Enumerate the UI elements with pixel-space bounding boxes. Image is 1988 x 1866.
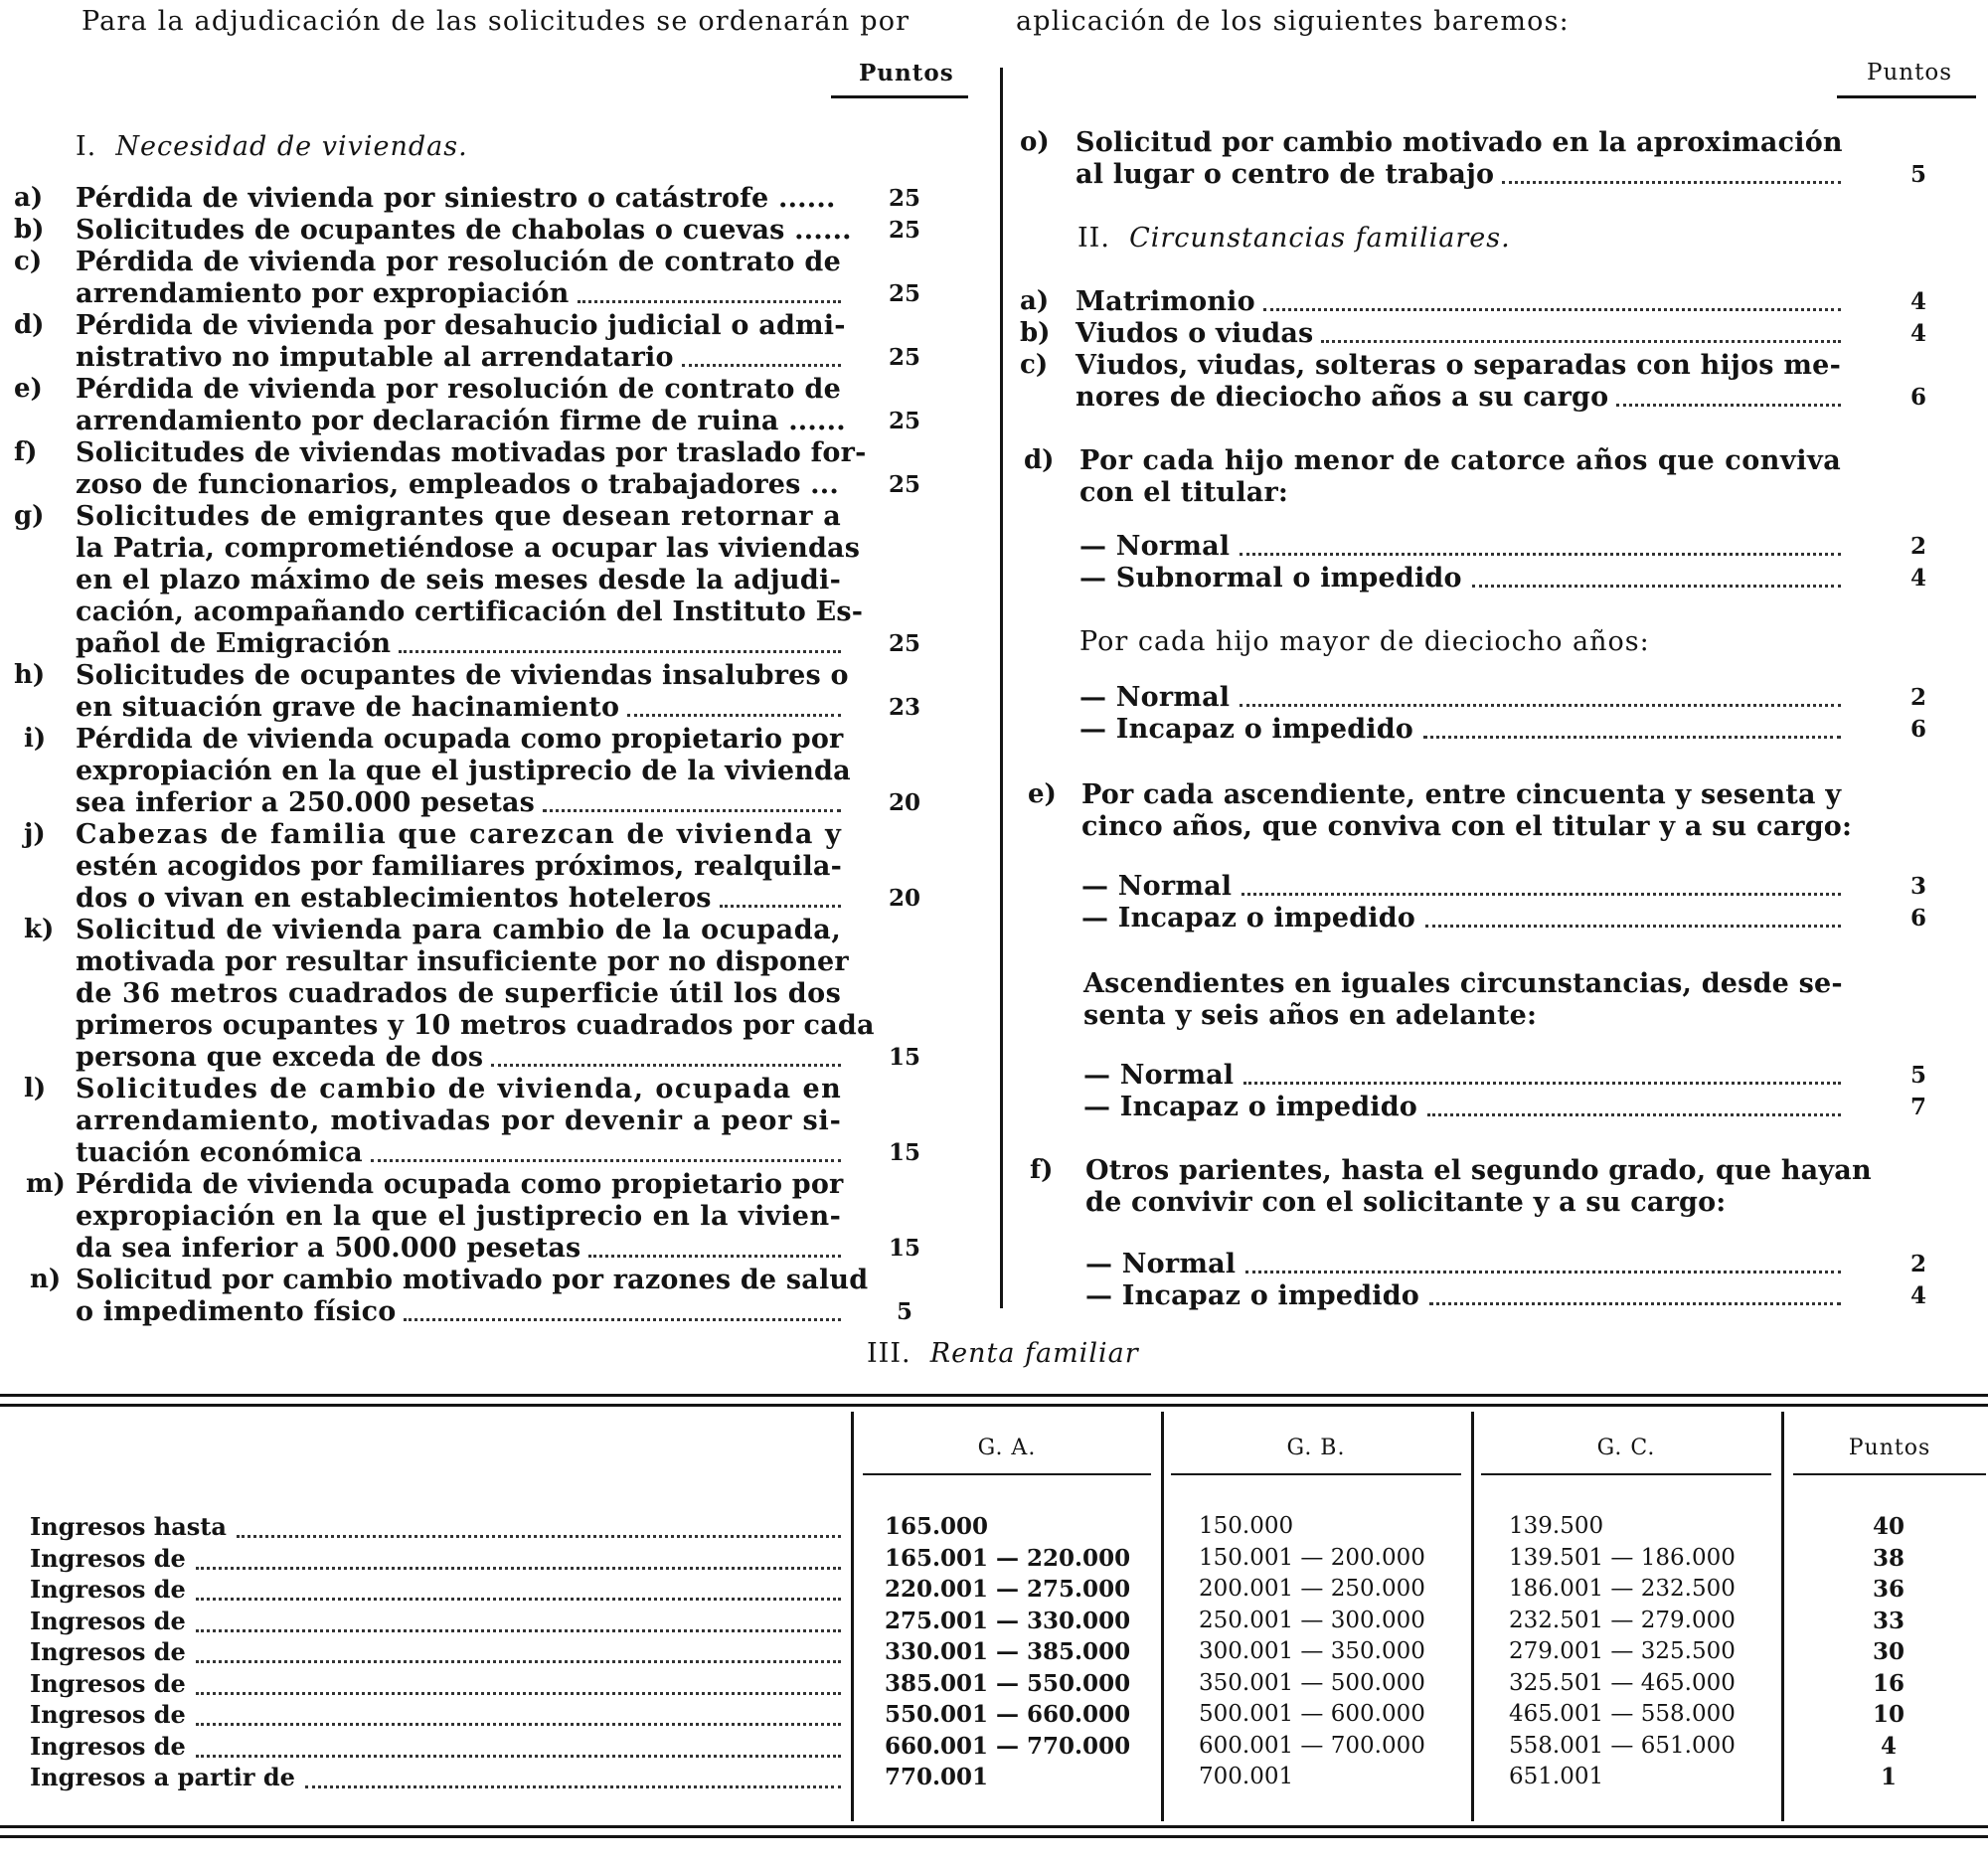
item-text-line: con el titular: (1079, 477, 1289, 508)
dot-leader (1429, 1302, 1841, 1305)
item-label: j) (24, 819, 46, 849)
item-text-line: Viudos, viudas, solteras o separadas con hijos me- (1076, 350, 1842, 381)
table-cell-gc: 465.001 — 558.000 (1509, 1701, 1736, 1727)
item-points: 25 (888, 217, 920, 244)
item-text-line: zoso de funcionarios, empleados o trabajadores ... (76, 469, 839, 500)
section-3-title (867, 1340, 1139, 1367)
section-1-title (76, 133, 468, 160)
table-cell-gc: 651.001 (1509, 1764, 1604, 1789)
item-text-line: nores de dieciocho años a su cargo (1076, 382, 1609, 413)
table-cell-ga: 165.000 (885, 1513, 989, 1540)
item-text-line: la Patria, comprometiéndose a ocupar las viviendas (76, 533, 861, 564)
sub-item-text: — Normal (1079, 682, 1231, 713)
item-text-line: Viudos o viudas (1076, 318, 1314, 349)
item-points: 20 (888, 789, 920, 816)
table-cell-ga: 770.001 (885, 1764, 989, 1790)
table-cell-gb: 350.001 — 500.000 (1199, 1669, 1425, 1696)
table-cell-gc: 558.001 — 651.000 (1509, 1732, 1736, 1759)
item-text-line: cinco años, que conviva con el titular y a su cargo: (1081, 811, 1853, 842)
item-text-line: motivada por resultar insuficiente por no disponer (76, 946, 849, 977)
sub-item-points: 2 (1909, 684, 1926, 711)
item-points: 6 (1909, 384, 1926, 411)
dot-leader (588, 1255, 841, 1258)
item-text-line: o impedimento físico (76, 1296, 397, 1327)
item-points: 25 (888, 471, 920, 498)
puntos-header-left: Puntos (859, 60, 954, 86)
item-points: 25 (888, 280, 920, 307)
table-row-label: Ingresos hasta (30, 1512, 227, 1541)
dot-leader (1245, 1271, 1841, 1273)
table-cell-gb: 700.001 (1199, 1764, 1294, 1789)
e-mid-text: Ascendientes en iguales circunstancias, desde se- (1083, 968, 1843, 999)
dot-leader (371, 1159, 841, 1162)
table-cell-gb: 150.001 — 200.000 (1199, 1544, 1425, 1571)
table-column-divider (1471, 1412, 1474, 1821)
item-text-line: nistrativo no imputable al arrendatario (76, 342, 674, 373)
item-text-line: de convivir con el solicitante y a su cargo: (1085, 1187, 1727, 1218)
table-row-label: Ingresos de (30, 1731, 186, 1761)
dot-leader (196, 1755, 841, 1758)
table-cell-ga: 275.001 — 330.000 (885, 1607, 1131, 1634)
sub-item-points: 4 (1909, 1282, 1926, 1309)
table-cell-puntos: 1 (1880, 1764, 1897, 1790)
dot-leader (1423, 736, 1841, 739)
item-label: b) (14, 215, 45, 245)
table-top-rule-1 (0, 1394, 1988, 1397)
item-text-line: tuación económica (76, 1137, 363, 1168)
table-cell-gc: 279.001 — 325.500 (1509, 1638, 1736, 1664)
item-label: l) (24, 1074, 47, 1103)
dot-leader (627, 714, 841, 717)
table-header: Puntos (1848, 1436, 1931, 1460)
item-text-line: cación, acompañando certificación del Instituto Es- (76, 596, 864, 627)
table-header: G. A. (977, 1436, 1037, 1460)
dot-leader (1243, 1082, 1841, 1085)
section-2-heading: Circunstancias familiares. (1129, 223, 1511, 254)
table-bottom-rule-1 (0, 1825, 1988, 1828)
sub-item-text: — Subnormal o impedido (1079, 563, 1462, 594)
intro-right: aplicación de los siguientes baremos: (1016, 6, 1570, 37)
item-text-line: Pérdida de vivienda por siniestro o catástrofe ...... (76, 183, 836, 214)
item-points: 5 (896, 1298, 912, 1325)
item-text-line: Pérdida de vivienda por resolución de contrato de (76, 247, 842, 277)
table-column-divider (1781, 1412, 1784, 1821)
table-cell-ga: 660.001 — 770.000 (885, 1732, 1131, 1760)
table-column-divider (851, 1412, 854, 1821)
item-text-line: de 36 metros cuadrados de superficie útil los dos (76, 978, 842, 1009)
section-3-numeral: III. (867, 1338, 911, 1369)
item-label: i) (24, 724, 47, 754)
dot-leader (196, 1629, 841, 1632)
dot-leader (720, 905, 841, 908)
item-text-line: Pérdida de vivienda ocupada como propietario por (76, 724, 844, 755)
dot-leader (399, 650, 841, 653)
item-text-line: dos o vivan en establecimientos hoteleros (76, 883, 712, 914)
item-label: c) (14, 247, 43, 276)
sub-item-text: — Incapaz o impedido (1081, 903, 1416, 933)
sub-item-text: — Normal (1083, 1060, 1235, 1091)
sub-item-points: 6 (1909, 716, 1926, 743)
table-column-divider (1161, 1412, 1164, 1821)
sub-item-points: 6 (1909, 905, 1926, 932)
puntos-rule-right (1837, 95, 1976, 98)
dot-leader (196, 1723, 841, 1726)
item-points: 15 (888, 1044, 920, 1071)
item-text-line: Solicitudes de cambio de vivienda, ocupada en (76, 1074, 843, 1104)
table-cell-puntos: 4 (1880, 1732, 1897, 1760)
item-text-line: Otros parientes, hasta el segundo grado, que hayan (1085, 1155, 1872, 1186)
item-label: d) (1024, 445, 1055, 475)
item-text-line: arrendamiento, motivadas por devenir a peor si- (76, 1105, 842, 1136)
item-text-line: Por cada hijo menor de catorce años que conviva (1079, 445, 1842, 476)
item-text-line: Cabezas de familia que carezcan de vivienda y (76, 819, 843, 850)
table-cell-puntos: 30 (1872, 1638, 1905, 1665)
table-cell-puntos: 33 (1872, 1607, 1905, 1634)
item-points: 20 (888, 885, 920, 912)
dot-leader (305, 1785, 841, 1788)
sub-item-text: — Normal (1081, 871, 1233, 902)
table-cell-ga: 165.001 — 220.000 (885, 1544, 1131, 1572)
item-label: e) (14, 374, 43, 404)
item-text-line: Solicitud por cambio motivado en la aproximación (1076, 127, 1843, 158)
item-label: m) (26, 1169, 66, 1199)
item-text-line: Pérdida de vivienda por resolución de contrato de (76, 374, 842, 405)
puntos-header-right: Puntos (1867, 60, 1952, 85)
table-row-label: Ingresos de (30, 1543, 186, 1573)
dot-leader (1321, 340, 1841, 343)
dot-leader (1240, 553, 1841, 556)
dot-leader (196, 1692, 841, 1695)
section-3-heading: Renta familiar (929, 1338, 1139, 1369)
item-label: f) (1030, 1155, 1054, 1185)
item-points: 25 (888, 630, 920, 657)
item-label: a) (14, 183, 44, 213)
dot-leader (1502, 181, 1841, 184)
table-cell-puntos: 36 (1872, 1576, 1905, 1603)
table-row-label: Ingresos a partir de (30, 1763, 295, 1791)
item-text-line: expropiación en la que el justiprecio en la vivien- (76, 1201, 842, 1232)
table-cell-gc: 139.500 (1509, 1513, 1604, 1539)
table-top-rule-2 (0, 1404, 1988, 1407)
table-cell-gc: 325.501 — 465.000 (1509, 1669, 1736, 1696)
item-text-line: persona que exceda de dos (76, 1042, 484, 1073)
header-rule-ga (863, 1473, 1151, 1475)
sub-item-points: 2 (1909, 533, 1926, 560)
header-rule-puntos (1793, 1473, 1986, 1475)
table-cell-gb: 600.001 — 700.000 (1199, 1732, 1425, 1759)
item-points: 4 (1909, 320, 1926, 347)
dot-leader (196, 1598, 841, 1601)
header-rule-gc (1481, 1473, 1771, 1475)
d-mid-text: Por cada hijo mayor de dieciocho años: (1079, 626, 1650, 657)
item-text-line: arrendamiento por expropiación (76, 278, 570, 309)
item-text-line: Pérdida de vivienda por desahucio judicial o admi- (76, 310, 846, 341)
table-cell-gb: 250.001 — 300.000 (1199, 1607, 1425, 1633)
intro-left: Para la adjudicación de las solicitudes se ordenarán por (82, 6, 911, 37)
item-label: f) (14, 437, 38, 467)
item-text-line: Solicitudes de ocupantes de viviendas insalubres o (76, 660, 849, 691)
table-header: G. C. (1596, 1436, 1656, 1460)
table-cell-gc: 186.001 — 232.500 (1509, 1576, 1736, 1602)
item-points: 25 (888, 344, 920, 371)
table-row-label: Ingresos de (30, 1606, 186, 1635)
item-text-line: arrendamiento por declaración firme de ruina ...... (76, 406, 846, 436)
item-label: d) (14, 310, 45, 340)
table-cell-gb: 150.000 (1199, 1513, 1294, 1539)
item-text-line: primeros ocupantes y 10 metros cuadrados por cada (76, 1010, 875, 1041)
table-cell-ga: 220.001 — 275.000 (885, 1576, 1131, 1603)
item-text-line: Solicitudes de viviendas motivadas por traslado for- (76, 437, 867, 468)
table-cell-gc: 232.501 — 279.000 (1509, 1607, 1736, 1633)
sub-item-text: — Normal (1085, 1249, 1237, 1279)
item-label: k) (24, 915, 55, 944)
table-cell-puntos: 40 (1872, 1513, 1905, 1540)
item-text-line: Por cada ascendiente, entre cincuenta y sesenta y (1081, 779, 1842, 810)
e-mid-text: senta y seis años en adelante: (1083, 1000, 1538, 1031)
item-text-line: sea inferior a 250.000 pesetas (76, 787, 536, 818)
item-label: h) (14, 660, 46, 690)
table-row-label: Ingresos de (30, 1700, 186, 1729)
item-points: 23 (888, 694, 920, 721)
item-text-line: pañol de Emigración (76, 628, 392, 659)
table-header: G. B. (1286, 1436, 1346, 1460)
sub-item-points: 2 (1909, 1251, 1926, 1277)
item-points: 4 (1909, 288, 1926, 315)
item-points: 15 (888, 1139, 920, 1166)
dot-leader (1240, 704, 1841, 707)
column-divider (1000, 68, 1003, 1308)
sub-item-points: 4 (1909, 565, 1926, 592)
item-points: 25 (888, 185, 920, 212)
table-cell-gb: 200.001 — 250.000 (1199, 1576, 1425, 1602)
item-label: c) (1020, 350, 1049, 380)
item-text-line: al lugar o centro de trabajo (1076, 159, 1495, 190)
sub-item-text: — Incapaz o impedido (1083, 1092, 1418, 1122)
table-cell-puntos: 16 (1872, 1669, 1905, 1697)
item-text-line: estén acogidos por familiares próximos, realquila- (76, 851, 843, 882)
table-bottom-rule-2 (0, 1835, 1988, 1838)
item-text-line: Solicitudes de ocupantes de chabolas o cuevas ...... (76, 215, 852, 246)
sub-item-points: 7 (1909, 1094, 1926, 1120)
table-cell-puntos: 38 (1872, 1544, 1905, 1572)
item-points: 5 (1909, 161, 1926, 188)
dot-leader (491, 1064, 841, 1067)
dot-leader (682, 364, 841, 367)
table-cell-gb: 500.001 — 600.000 (1199, 1701, 1425, 1727)
item-label: o) (1020, 127, 1050, 157)
puntos-rule-left (831, 95, 968, 98)
dot-leader (196, 1567, 841, 1570)
dot-leader (404, 1318, 841, 1321)
item-text-line: Solicitud por cambio motivado por razones de salud (76, 1265, 869, 1295)
item-text-line: Solicitudes de emigrantes que desean retornar a (76, 501, 842, 532)
item-points: 25 (888, 408, 920, 434)
sub-item-text: — Normal (1079, 531, 1231, 562)
table-row-label: Ingresos de (30, 1575, 186, 1604)
item-text-line: en situación grave de hacinamiento (76, 692, 620, 723)
item-label: a) (1020, 286, 1050, 316)
dot-leader (1427, 1113, 1841, 1116)
header-rule-gb (1171, 1473, 1461, 1475)
dot-leader (1263, 308, 1841, 311)
table-row-label: Ingresos de (30, 1668, 186, 1698)
dot-leader (1616, 404, 1841, 407)
section-1-numeral: I. (76, 131, 97, 162)
table-cell-gc: 139.501 — 186.000 (1509, 1544, 1736, 1571)
dot-leader (543, 809, 841, 812)
section-2-numeral: II. (1077, 223, 1110, 254)
dot-leader (237, 1535, 841, 1538)
item-label: g) (14, 501, 45, 531)
item-text-line: expropiación en la que el justiprecio de la vivienda (76, 756, 851, 786)
item-label: b) (1020, 318, 1051, 348)
table-cell-puntos: 10 (1872, 1701, 1905, 1728)
section-2-title (1077, 225, 1511, 252)
item-points: 15 (888, 1235, 920, 1262)
item-text-line: en el plazo máximo de seis meses desde la adjudi- (76, 565, 842, 595)
item-label: e) (1028, 779, 1057, 809)
section-1-heading: Necesidad de viviendas. (115, 131, 468, 162)
dot-leader (1425, 925, 1841, 928)
sub-item-text: — Incapaz o impedido (1079, 714, 1414, 745)
item-text-line: Solicitud de vivienda para cambio de la ocupada, (76, 915, 842, 945)
table-cell-ga: 330.001 — 385.000 (885, 1638, 1131, 1665)
item-text-line: da sea inferior a 500.000 pesetas (76, 1233, 581, 1264)
sub-item-points: 5 (1909, 1062, 1926, 1089)
table-cell-gb: 300.001 — 350.000 (1199, 1638, 1425, 1664)
table-row-label: Ingresos de (30, 1637, 186, 1666)
dot-leader (578, 300, 841, 303)
table-cell-ga: 550.001 — 660.000 (885, 1701, 1131, 1728)
item-label: n) (30, 1265, 62, 1294)
sub-item-text: — Incapaz o impedido (1085, 1280, 1420, 1311)
item-text-line: Pérdida de vivienda ocupada como propietario por (76, 1169, 844, 1200)
dot-leader (1472, 585, 1841, 588)
sub-item-points: 3 (1909, 873, 1926, 900)
dot-leader (196, 1660, 841, 1663)
dot-leader (1242, 893, 1841, 896)
item-text-line: Matrimonio (1076, 286, 1255, 317)
table-cell-ga: 385.001 — 550.000 (885, 1669, 1131, 1697)
